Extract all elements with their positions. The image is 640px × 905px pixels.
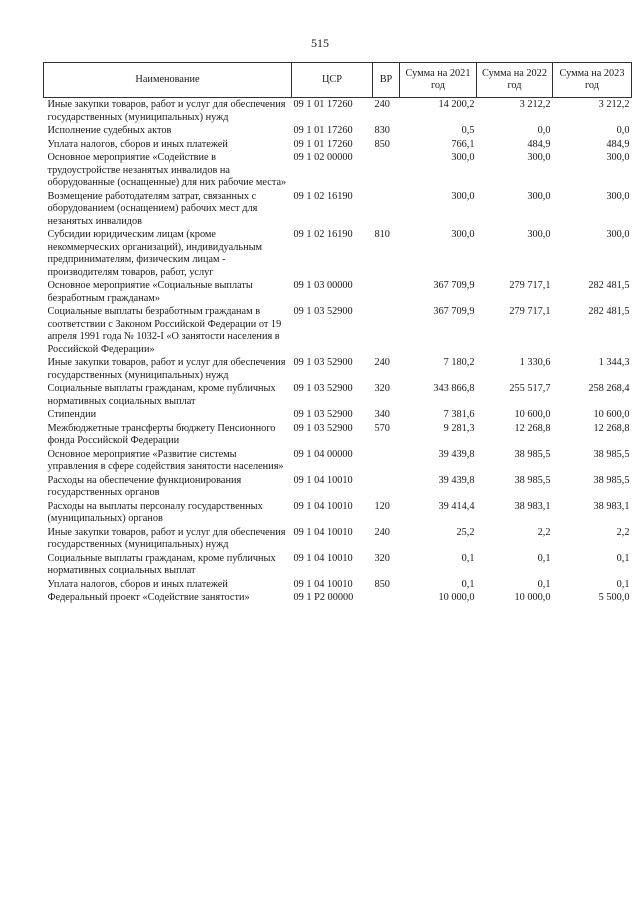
cell-csr: 09 1 04 10010 [293,578,353,590]
cell-sum-2021: 367 709,9 [433,280,475,291]
cell-vr: 850 [374,138,390,150]
cell-vr [373,305,400,356]
cell-csr: 09 1 P2 00000 [293,592,354,603]
cell-vr [373,151,400,190]
cell-name: Субсидии юридическим лицам (кроме некоммерческих организаций), индивидуальным предпринимателям, физическим лицам - производителям товаров, работ, услуг [47,229,263,278]
cell-sum-2021: 10 000,0 [438,592,475,603]
cell-sum-2022: 10 600,0 [514,409,551,420]
table-row [44,382,632,408]
cell-sum-2023: 1 344,3 [598,357,630,368]
cell-name: Иные закупки товаров, работ и услуг для обеспечения государственных (муниципальных) нужд [47,526,286,550]
cell-sum-2021: 7 180,2 [443,357,475,368]
cell-sum-2021: 0,1 [461,578,475,590]
cell-name: Социальные выплаты гражданам, кроме публичных нормативных социальных выплат [47,383,276,407]
cell-csr: 09 1 03 52900 [293,383,353,394]
cell-name: Основное мероприятие «Содействие в трудоустройстве незанятых инвалидов на оборудованные (оснащенные) для них рабочие места» [47,152,287,188]
cell-csr: 09 1 04 00000 [293,448,353,460]
cell-vr [373,279,400,305]
cell-csr: 09 1 03 52900 [293,409,353,420]
table-row [44,578,632,592]
table-row [44,279,632,305]
cell-sum-2023: 0,0 [616,125,630,136]
budget-table [43,62,632,605]
cell-sum-2022: 279 717,1 [509,280,551,291]
cell-sum-2022: 300,0 [527,152,551,163]
table-header-row [44,63,632,98]
cell-vr: 850 [374,578,390,590]
cell-sum-2022: 38 983,1 [514,500,551,512]
header-name: Наименование [44,63,292,98]
cell-vr [373,190,400,229]
table-row [44,124,632,138]
cell-sum-2022: 0,1 [537,578,551,590]
cell-sum-2023: 300,0 [606,229,630,240]
cell-csr: 09 1 04 10010 [293,474,353,486]
cell-sum-2022: 38 985,5 [514,448,551,460]
cell-csr: 09 1 03 52900 [293,357,353,368]
cell-sum-2023: 0,1 [616,578,630,590]
cell-sum-2022: 12 268,8 [514,422,551,434]
cell-csr: 09 1 04 10010 [293,500,353,512]
cell-vr: 810 [374,229,390,240]
cell-csr: 09 1 02 00000 [293,152,353,163]
cell-sum-2023: 10 600,0 [593,409,630,420]
table-row [44,448,632,474]
cell-sum-2022: 0,1 [537,552,551,564]
table-row [44,228,632,279]
cell-sum-2023: 2,2 [616,526,630,538]
cell-name: Иные закупки товаров, работ и услуг для обеспечения государственных (муниципальных) нужд [47,99,286,123]
cell-name: Основное мероприятие «Социальные выплаты безработным гражданам» [47,280,253,304]
cell-sum-2023: 282 481,5 [588,280,630,291]
cell-sum-2023: 484,9 [606,138,630,150]
cell-csr: 09 1 03 52900 [293,306,353,317]
cell-vr: 830 [374,125,390,136]
table-body [44,98,632,605]
cell-sum-2022: 10 000,0 [514,592,551,603]
cell-name: Возмещение работодателям затрат, связанных с оборудованием (оснащением) рабочих мест для незанятых инвалидов [47,190,258,227]
cell-csr: 09 1 02 16190 [293,190,353,202]
cell-sum-2023: 258 268,4 [588,383,630,394]
table-row [44,474,632,500]
table-row [44,138,632,152]
cell-sum-2023: 12 268,8 [593,422,630,434]
cell-sum-2021: 39 414,4 [438,500,475,512]
cell-name: Федеральный проект «Содействие занятости» [47,592,250,603]
cell-sum-2022: 255 517,7 [509,383,551,394]
header-csr: ЦСР [292,63,373,98]
cell-sum-2022: 300,0 [527,229,551,240]
cell-vr: 570 [374,422,390,434]
cell-name: Уплата налогов, сборов и иных платежей [47,138,228,150]
table-row [44,591,632,605]
cell-sum-2023: 38 985,5 [593,448,630,460]
cell-vr: 320 [374,552,390,564]
cell-sum-2021: 300,0 [451,190,475,202]
table-row [44,408,632,422]
cell-sum-2022: 300,0 [527,190,551,202]
cell-vr: 320 [374,383,390,394]
cell-name: Социальные выплаты безработным гражданам в соответствии с Законом Российской Федерации от 19 апреля 1991 года № 1032-I «О занятости населения в Российской Федерации» [47,306,282,355]
cell-csr: 09 1 04 10010 [293,552,353,564]
table-row [44,422,632,448]
cell-name: Иные закупки товаров, работ и услуг для обеспечения государственных (муниципальных) нужд [47,357,286,381]
cell-name: Расходы на выплаты персоналу государственных (муниципальных) органов [47,500,263,524]
cell-csr: 09 1 04 10010 [293,526,353,538]
table-row [44,190,632,229]
cell-name: Межбюджетные трансферты бюджету Пенсионного фонда Российской Федерации [47,422,276,446]
cell-name: Основное мероприятие «Развитие системы управления в сфере содействия занятости населения» [47,448,284,472]
page-number: 515 [311,36,329,50]
cell-sum-2021: 300,0 [451,152,475,163]
cell-sum-2023: 3 212,2 [598,99,630,110]
cell-sum-2023: 5 500,0 [598,592,630,603]
cell-csr: 09 1 02 16190 [293,229,353,240]
cell-csr: 09 1 01 17260 [293,138,353,150]
cell-sum-2022: 484,9 [527,138,551,150]
cell-vr [373,448,400,474]
cell-vr: 120 [374,500,390,512]
cell-name: Исполнение судебных актов [47,125,172,136]
cell-sum-2021: 9 281,3 [443,422,475,434]
table-row [44,526,632,552]
cell-sum-2021: 25,2 [456,526,475,538]
cell-vr: 240 [374,357,390,368]
cell-vr: 240 [374,99,390,110]
cell-sum-2021: 39 439,8 [438,474,475,486]
header-vr: ВР [373,63,400,98]
cell-sum-2022: 2,2 [537,526,551,538]
cell-sum-2023: 282 481,5 [588,306,630,317]
cell-sum-2021: 0,1 [461,552,475,564]
header-sum-2023: Сумма на 2023 год [553,63,632,98]
cell-sum-2022: 1 330,6 [519,357,551,368]
cell-sum-2022: 3 212,2 [519,99,551,110]
cell-sum-2022: 279 717,1 [509,306,551,317]
table-row [44,151,632,190]
cell-vr: 340 [374,409,390,420]
cell-name: Расходы на обеспечение функционирования государственных органов [47,474,242,498]
table-row [44,552,632,578]
cell-sum-2022: 38 985,5 [514,474,551,486]
cell-sum-2021: 0,5 [461,125,475,136]
cell-sum-2023: 0,1 [616,552,630,564]
cell-vr [373,591,400,605]
header-sum-2021: Сумма на 2021 год [400,63,477,98]
cell-name: Социальные выплаты гражданам, кроме публичных нормативных социальных выплат [47,552,276,576]
cell-name: Стипендии [47,409,97,420]
cell-csr: 09 1 01 17260 [293,125,353,136]
cell-sum-2021: 766,1 [451,138,475,150]
cell-sum-2021: 300,0 [451,229,475,240]
table-row [44,98,632,125]
header-sum-2022: Сумма на 2022 год [477,63,553,98]
cell-sum-2021: 343 866,8 [433,383,475,394]
cell-vr: 240 [374,526,390,538]
cell-sum-2023: 300,0 [606,152,630,163]
cell-csr: 09 1 01 17260 [293,99,353,110]
cell-sum-2022: 0,0 [537,125,551,136]
cell-csr: 09 1 03 52900 [293,422,353,434]
cell-sum-2023: 300,0 [606,190,630,202]
table-row [44,500,632,526]
cell-sum-2021: 14 200,2 [438,99,475,110]
cell-vr [373,474,400,500]
cell-name: Уплата налогов, сборов и иных платежей [47,578,228,590]
table-row [44,305,632,356]
table-row [44,356,632,382]
cell-sum-2023: 38 983,1 [593,500,630,512]
cell-csr: 09 1 03 00000 [293,280,353,291]
cell-sum-2021: 39 439,8 [438,448,475,460]
cell-sum-2021: 367 709,9 [433,306,475,317]
cell-sum-2023: 38 985,5 [593,474,630,486]
cell-sum-2021: 7 381,6 [443,409,475,420]
